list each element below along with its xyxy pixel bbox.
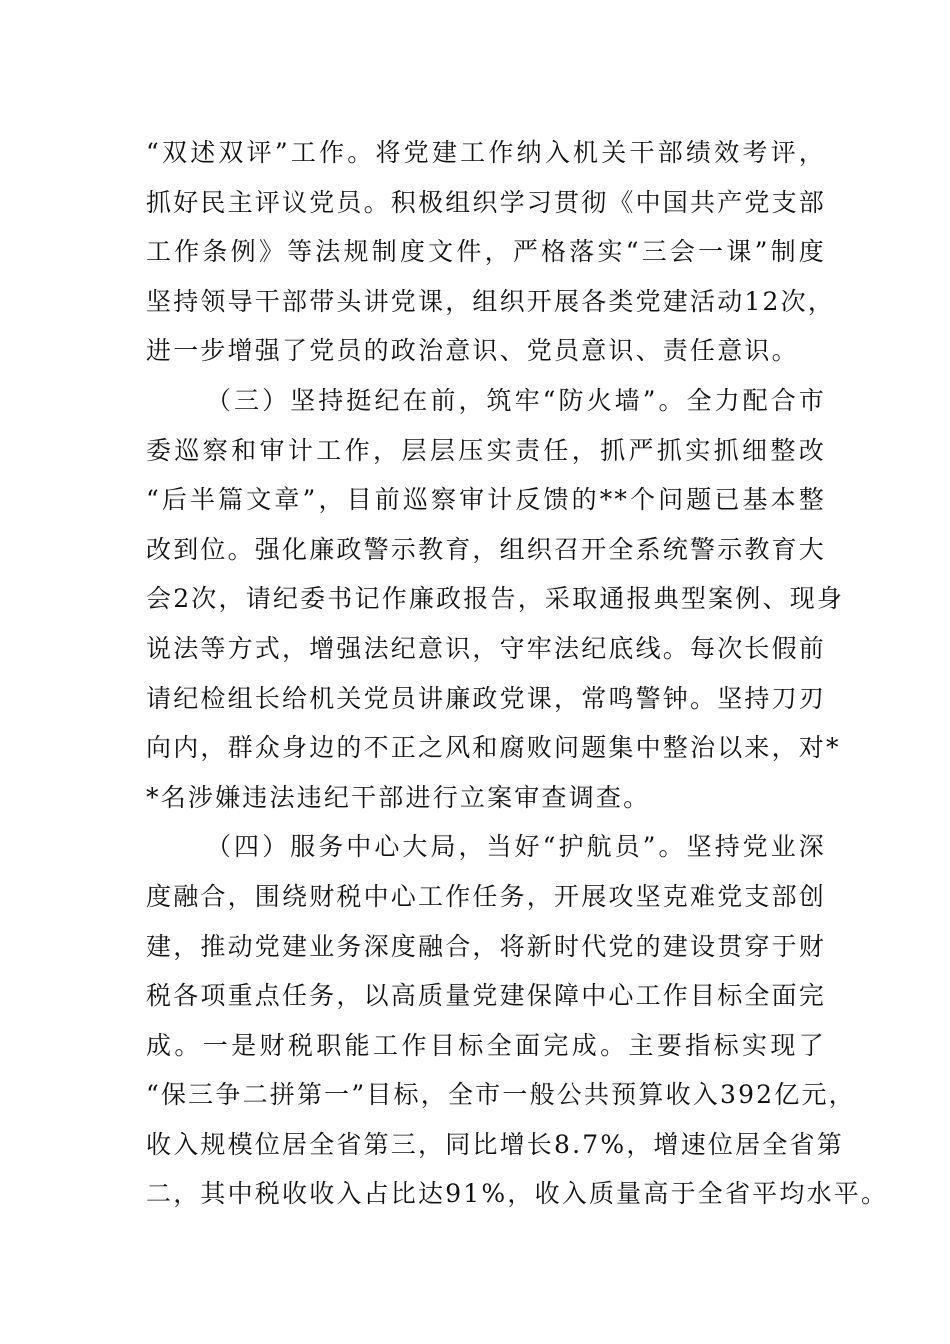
text-line: “双述双评”工作。将党建工作纳入机关干部绩效考评， bbox=[146, 138, 826, 167]
text-line: “后半篇文章”，目前巡察审计反馈的**个问题已基本整 bbox=[146, 485, 826, 515]
text-line: 会2次，请纪委书记作廉政报告，采取通报典型案例、现身 bbox=[146, 584, 845, 614]
text-line: 度融合，围绕财税中心工作任务，开展攻坚克难党支部创 bbox=[146, 881, 827, 911]
text-line: 二，其中税收收入占比达91%，收入质量高于全省平均水平。 bbox=[146, 1179, 889, 1209]
text-line: “保三争二拼第一”目标，全市一般公共预算收入392亿元， bbox=[146, 1080, 856, 1110]
text-line: 进一步增强了党员的政治意识、党员意识、责任意识。 bbox=[146, 336, 799, 366]
text-line: 抓好民主评议党员。积极组织学习贯彻《中国共产党支部 bbox=[146, 187, 827, 217]
text-line: 收入规模位居全省第三，同比增长8.7%，增速位居全省第 bbox=[146, 1129, 844, 1159]
text-line: （三）坚持挺纪在前，筑牢“防火墙”。全力配合市 bbox=[206, 385, 826, 415]
text-line: 说法等方式，增强法纪意识，守牢法纪底线。每次长假前 bbox=[146, 633, 827, 663]
text-line: 建，推动党建业务深度融合，将新时代党的建设贯穿于财 bbox=[146, 931, 827, 961]
document-body bbox=[146, 128, 889, 1219]
text-line: 请纪检组长给机关党员讲廉政党课，常鸣警钟。坚持刀刃 bbox=[146, 683, 827, 713]
text-line: （四）服务中心大局，当好“护航员”。坚持党业深 bbox=[206, 832, 826, 862]
text-line: 税各项重点任务，以高质量党建保障中心工作目标全面完 bbox=[146, 981, 827, 1011]
text-line: *名涉嫌违法违纪干部进行立案审查调查。 bbox=[146, 782, 651, 812]
text-line: 向内，群众身边的不正之风和腐败问题集中整治以来，对* bbox=[146, 733, 841, 763]
text-line: 工作条例》等法规制度文件，严格落实“三会一课”制度 bbox=[146, 237, 826, 267]
text-line: 改到位。强化廉政警示教育，组织召开全系统警示教育大 bbox=[146, 534, 827, 564]
text-line: 成。一是财税职能工作目标全面完成。主要指标实现了 bbox=[146, 1030, 826, 1060]
text-line: 坚持领导干部带头讲党课，组织开展各类党建活动12次， bbox=[146, 286, 836, 316]
text-line: 委巡察和审计工作，层层压实责任，抓严抓实抓细整改 bbox=[146, 435, 826, 465]
